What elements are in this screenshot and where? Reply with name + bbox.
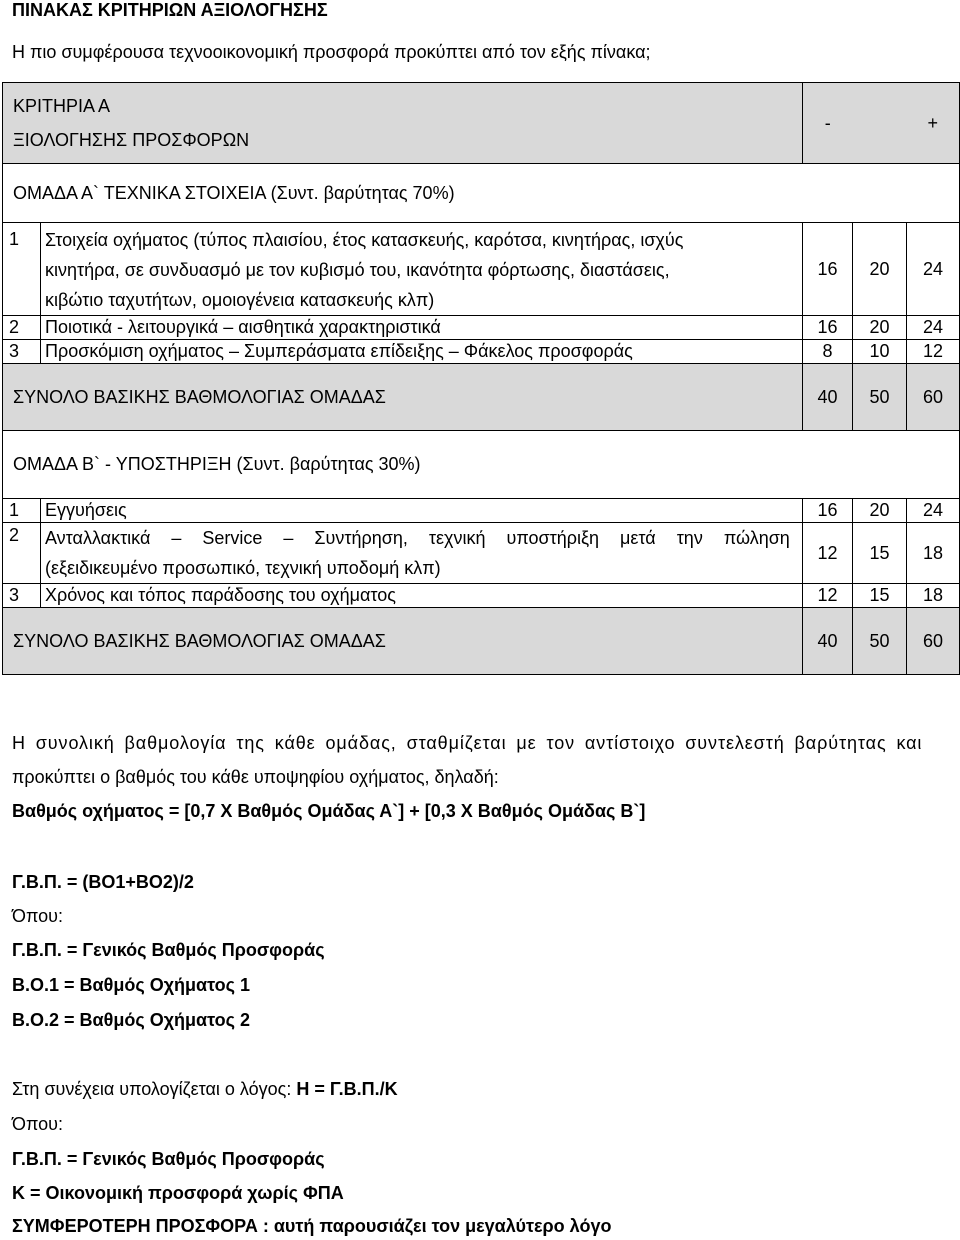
- definition-gvp-2: Γ.Β.Π. = Γενικός Βαθμός Προσφοράς: [12, 1149, 325, 1169]
- table-row: 2 Ποιοτικά - λειτουργικά – αισθητικά χαρακτηριστικά 16 20 24: [3, 316, 960, 340]
- ratio-formula: Η = Γ.Β.Π./Κ: [296, 1079, 398, 1099]
- intro-text: Η πιο συμφέρουσα τεχνοοικονομική προσφορά προκύπτει από τον εξής πίνακα;: [12, 42, 651, 62]
- criteria-table: [2, 82, 960, 675]
- where-label-2: Όπου:: [12, 1114, 63, 1134]
- group-a-total-label: ΣΥΝΟΛΟ ΒΑΣΙΚΗΣ ΒΑΘΜΟΛΟΓΙΑΣ ΟΜΑΔΑΣ: [3, 364, 803, 431]
- group-b-total-label: ΣΥΝΟΛΟ ΒΑΣΙΚΗΣ ΒΑΘΜΟΛΟΓΙΑΣ ΟΜΑΔΑΣ: [3, 608, 803, 675]
- definition-bo2: Β.Ο.2 = Βαθμός Οχήματος 2: [12, 1010, 251, 1030]
- definition-k: Κ = Οικονομική προσφορά χωρίς ΦΠΑ: [12, 1183, 344, 1203]
- table-row: 3 Προσκόμιση οχήματος – Συμπεράσματα επίδειξης – Φάκελος προσφοράς 8 10 12: [3, 340, 960, 364]
- plus-header: +: [907, 83, 960, 164]
- ratio-line: [12, 1079, 398, 1100]
- minus-header: -: [803, 83, 853, 164]
- group-a-title-row: [3, 164, 960, 223]
- where-label-1: Όπου:: [12, 906, 63, 926]
- vehicle-score-formula: Βαθμός οχήματος = [0,7 Χ Βαθμός Ομάδας Α`] + [0,3 Χ Βαθμός Ομάδας Β`]: [12, 801, 646, 821]
- header-line-1: ΚΡΙΤΗΡΙΑ Α: [13, 96, 111, 116]
- paragraph-line-2: προκύπτει ο βαθμός του κάθε υποψηφίου οχήματος, δηλαδή:: [12, 767, 499, 787]
- group-b-title: ΟΜΑΔΑ Β` - ΥΠΟΣΤΗΡΙΞΗ (Συντ. βαρύτητας 30%): [3, 431, 960, 499]
- table-row: 2 Ανταλλακτικά – Service – Συντήρηση, τεχνική υποστήριξη μετά την πώληση (εξειδικευμένο προσωπικό, τεχνική υποδομή κλπ) 12 15 18: [3, 523, 960, 584]
- definition-gvp: Γ.Β.Π. = Γενικός Βαθμός Προσφοράς: [12, 940, 325, 960]
- table-row: 1 Εγγυήσεις 16 20 24: [3, 499, 960, 523]
- criteria-header: [3, 83, 803, 164]
- table-header-row: [3, 83, 960, 164]
- group-a-title: ΟΜΑΔΑ Α` ΤΕΧΝΙΚΑ ΣΤΟΙΧΕΙΑ (Συντ. βαρύτητας 70%): [3, 164, 960, 223]
- row-description: Στοιχεία οχήματος (τύπος πλαισίου, έτος κατασκευής, καρότσα, κινητήρας, ισχύς κινητήρα, σε συνδυασμό με τον κυβισμό του, ικανότητα φόρτωσης, διαστάσεις, κιβώτιο ταχυτήτων, ομοιογένεια κατασκευής κλπ): [41, 223, 803, 316]
- group-b-total-row: ΣΥΝΟΛΟ ΒΑΣΙΚΗΣ ΒΑΘΜΟΛΟΓΙΑΣ ΟΜΑΔΑΣ 40 50 60: [3, 608, 960, 675]
- ratio-prefix: Στη συνέχεια υπολογίζεται ο λόγος:: [12, 1079, 297, 1099]
- table-row: 3 Χρόνος και τόπος παράδοσης του οχήματος 12 15 18: [3, 584, 960, 608]
- group-b-title-row: [3, 431, 960, 499]
- gvp-formula: Γ.Β.Π. = (ΒΟ1+ΒΟ2)/2: [12, 872, 194, 892]
- group-a-total-row: ΣΥΝΟΛΟ ΒΑΣΙΚΗΣ ΒΑΘΜΟΛΟΓΙΑΣ ΟΜΑΔΑΣ 40 50 60: [3, 364, 960, 431]
- definition-bo1: Β.Ο.1 = Βαθμός Οχήματος 1: [12, 975, 251, 995]
- paragraph-line-1: Η συνολική βαθμολογία της κάθε ομάδας, σταθμίζεται με τον αντίστοιχο συντελεστή βαρύτητας και: [12, 733, 923, 753]
- page-title: ΠΙΝΑΚΑΣ ΚΡΙΤΗΡΙΩΝ ΑΞΙΟΛΟΓΗΣΗΣ: [12, 0, 328, 20]
- header-line-2: ΞΙΟΛΟΓΗΣΗΣ ΠΡΟΣΦΟΡΩΝ: [13, 130, 250, 150]
- table-row: 1 Στοιχεία οχήματος (τύπος πλαισίου, έτος κατασκευής, καρότσα, κινητήρας, ισχύς κινητήρα, σε συνδυασμό με τον κυβισμό του, ικανότητα φόρτωσης, διαστάσεις, κιβώτιο ταχυτήτων, ομοιογένεια κατασκευής κλπ) 16 20 24: [3, 223, 960, 316]
- conclusion: ΣΥΜΦΕΡΟΤΕΡΗ ΠΡΟΣΦΟΡΑ : αυτή παρουσιάζει τον μεγαλύτερο λόγο: [12, 1216, 612, 1236]
